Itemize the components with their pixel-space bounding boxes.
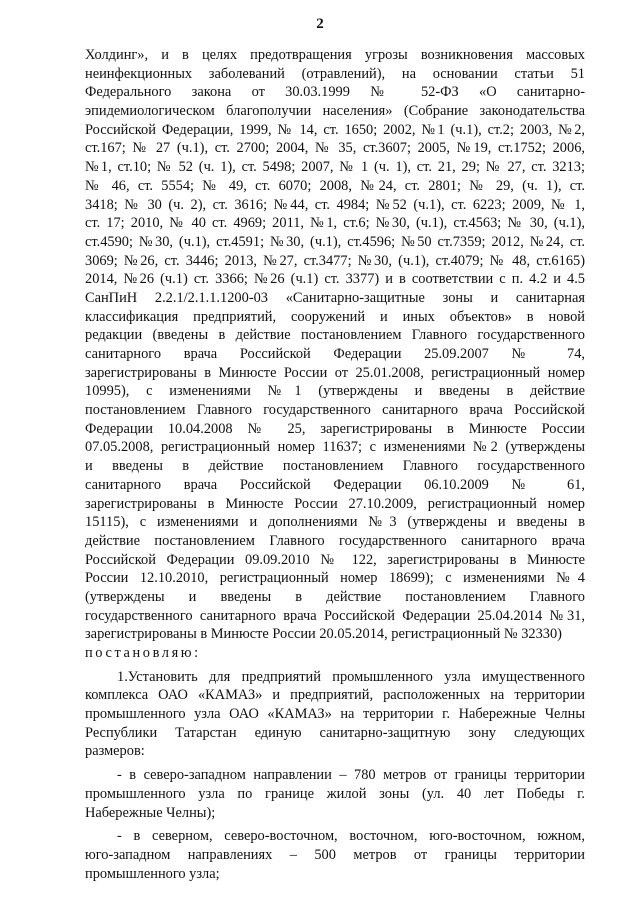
- text-line: Республики Татарстан единую санитарно-защитную зону следующих: [85, 724, 585, 741]
- text-line: 07.05.2008, регистрационный номер 11637; с изменениями №2 (утверждены: [85, 439, 585, 456]
- text-line: юго-западном направлениях – 500 метров от границы территории: [85, 846, 585, 863]
- text-line: Российской Федерации, 1999, № 14, ст. 1650; 2002, №1 (ч.1), ст.2; 2003, №2,: [85, 121, 585, 138]
- text-line: России 12.10.2010, регистрационный номер 18699); с изменениями №4: [85, 570, 585, 587]
- text-line: зарегистрированы в Минюсте России от 25.01.2008, регистрационный номер: [85, 364, 585, 381]
- text-line: ст.167; № 27 (ч.1), ст. 2700; 2004, № 35, ст.3607; 2005, №19, ст.1752; 2006,: [85, 140, 585, 157]
- text-line: Холдинг», и в целях предотвращения угрозы возникновения массовых: [85, 47, 585, 63]
- text-line: 2014, №26 (ч.1) ст. 3366; №26 (ч.1) ст. 3377) и в соответствии с п. 4.2 и 4.5: [85, 271, 585, 288]
- text-line: Российской Федерации 09.09.2010 № 122, зарегистрированы в Минюсте: [85, 551, 585, 568]
- text-line: 15115), с изменениями и дополнениями №3 (утверждены и введены в: [85, 514, 585, 531]
- page-number: 2: [316, 16, 324, 32]
- text-line: неинфекционных заболеваний (отравлений), на основании статьи 51: [85, 65, 585, 82]
- text-line: СанПиН 2.2.1/2.1.1.1200-03 «Санитарно-защитные зоны и санитарная: [85, 289, 585, 306]
- text-line: 10995), с изменениями №1 (утверждены и введены в действие: [85, 383, 585, 400]
- text-line: и введены в действие постановлением Главного государственного: [85, 458, 585, 475]
- text-line: 3418; № 30 (ч. 2), ст. 3616; №44, ст. 4984; №52 (ч.1), ст. 6223; 2009, № 1,: [85, 196, 585, 213]
- decree-keyword: постановляю:: [85, 645, 201, 661]
- text-line: комплекса ОАО «КАМАЗ» и предприятий, расположенных на территории: [85, 687, 585, 704]
- text-line: № 46, ст. 5554; № 49, ст. 6070; 2008, №24, ст. 2801; № 29, (ч. 1), ст.: [85, 177, 585, 194]
- text-line: постановлением Главного государственного санитарного врача Российской: [85, 402, 585, 419]
- paragraph-1-start: 1.Установить для предприятий промышленного узла имущественного: [117, 668, 585, 685]
- text-line: государственного санитарного врача Российской Федерации 25.04.2014 №31,: [85, 607, 585, 624]
- text-line: промышленного узла;: [85, 865, 220, 882]
- text-line: эпидемиологическом благополучии населения» (Собрание законодательства: [85, 103, 585, 120]
- document-body: [85, 46, 585, 883]
- text-line: зарегистрированы в Минюсте России 20.05.2014, регистрационный № 32330): [85, 626, 562, 643]
- text-line: санитарного врача Российской Федерации 06.10.2009 № 61,: [85, 476, 585, 493]
- text-line: зарегистрированы в Минюсте России 27.10.2009, регистрационный номер: [85, 495, 585, 512]
- text-line: №1, ст.10; № 52 (ч. 1), ст. 5498; 2007, № 1 (ч. 1), ст. 21, 29; № 27, ст. 3213;: [85, 159, 585, 176]
- text-line: классификация предприятий, сооружений и иных объектов» в новой: [85, 308, 585, 325]
- text-line: Федерации 10.04.2008 № 25, зарегистрированы в Минюсте России: [85, 420, 585, 437]
- text-line: (утверждены и введены в действие постановлением Главного: [85, 588, 585, 605]
- text-line: санитарного врача Российской Федерации 25.09.2007 № 74,: [85, 346, 585, 362]
- text-line: редакции (введены в действие постановлением Главного государственного: [85, 327, 585, 344]
- text-line: Федерального закона от 30.03.1999 № 52-ФЗ «О санитарно-: [85, 84, 585, 101]
- text-line: промышленного узла ОАО «КАМАЗ» на территории г. Набережные Челны: [85, 706, 585, 723]
- text-line: 3069; №26, ст. 3446; 2013, №27, ст.3477; №30, (ч.1), ст.4079; № 48, ст.6165): [85, 252, 585, 269]
- list-item-other-directions: - в северном, северо-восточном, восточном, юго-восточном, южном,: [117, 828, 585, 845]
- text-line: ст.4590; №30, (ч.1), ст.4591; №30, (ч.1), ст.4596; №50 ст.7359; 2012, №24, ст.: [85, 233, 585, 250]
- text-line: ст. 17; 2010, № 40 ст. 4969; 2011, №1, ст.6; №30, (ч.1), ст.4563; № 30, (ч.1),: [85, 215, 585, 232]
- text-line: промышленного узла по границе жилой зоны (ул. 40 лет Победы г.: [85, 785, 585, 802]
- list-item-northwest: - в северо-западном направлении – 780 метров от границы территории: [117, 767, 585, 784]
- text-line: Набережные Челны);: [85, 804, 216, 821]
- text-line: размеров:: [85, 743, 145, 760]
- text-line: действие постановлением Главного государственного санитарного врача: [85, 532, 585, 549]
